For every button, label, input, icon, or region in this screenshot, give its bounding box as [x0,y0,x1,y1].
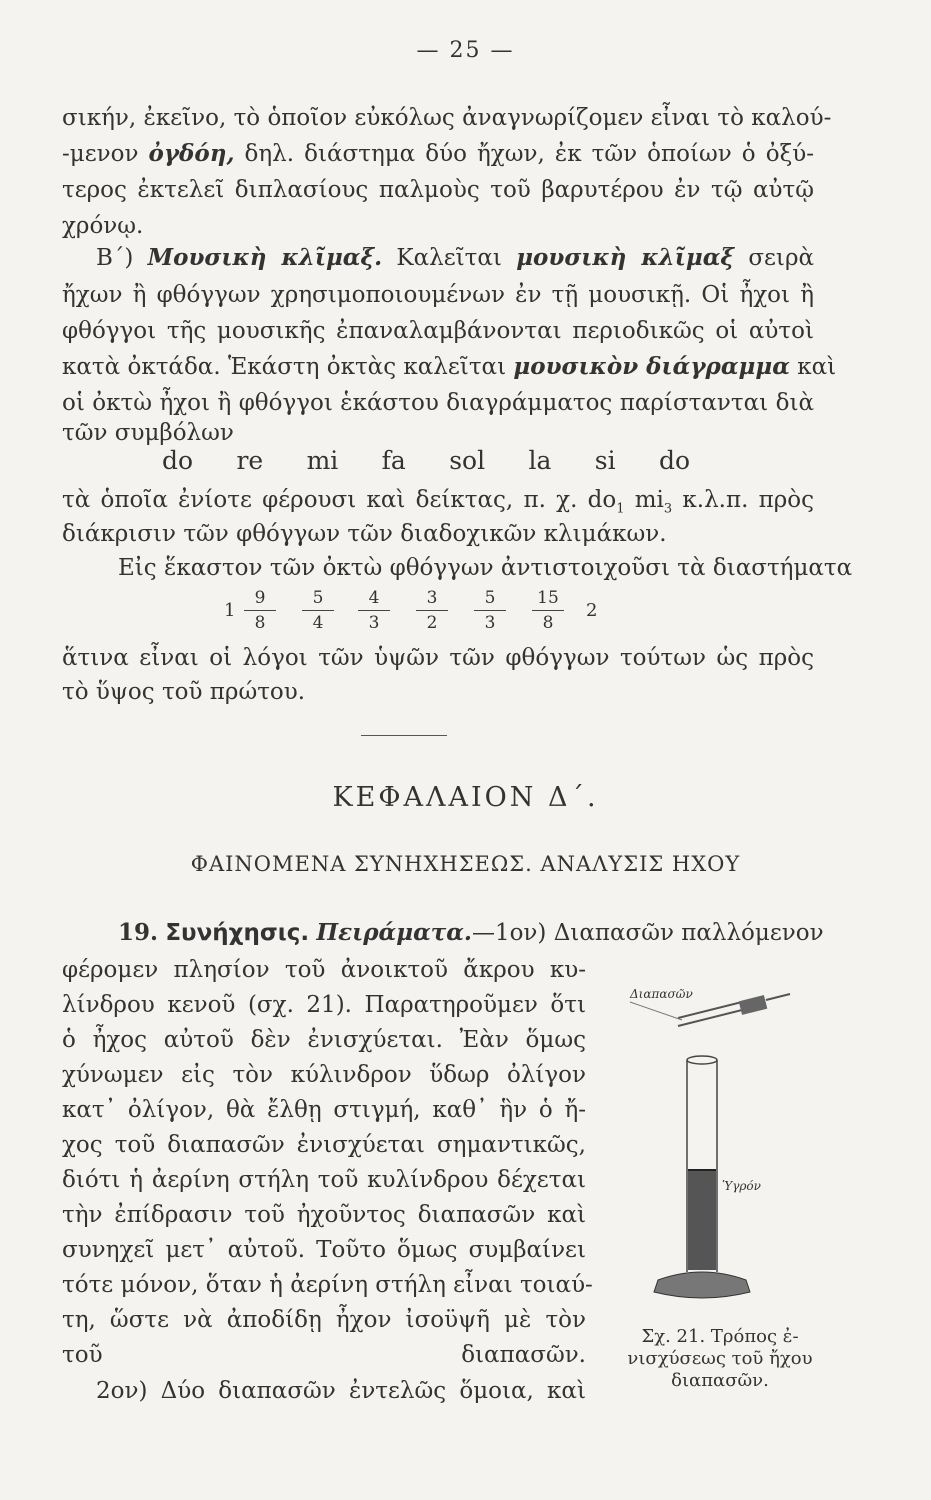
figure-label-water: Ὑγρόν [722,1179,761,1193]
text-line: χος τοῦ διαπασῶν ἐνισχύεται σημαντικῶς, [62,1132,586,1158]
figure-21-illustration [612,980,827,1310]
text-line: φθόγγοι τῆς μουσικῆς ἐπαναλαμβάνονται περιοδικῶς οἱ αὐτοὶ [62,318,814,344]
figure-label-fork: Διαπασῶν [630,987,693,1001]
term-mousiki-klimax: μουσικὴ κλῖμαξ [516,244,735,271]
text-line: -μενον ὀγδόη, δηλ. διάστημα δύο ἤχων, ἐκ τῶν ὁποίων ὁ ὀξύ- [62,140,814,167]
figure-caption-line: νισχύσεως τοῦ ἤχου [627,1348,813,1369]
page-number: — 25 — [416,38,515,63]
note-symbol: la [528,446,552,475]
text-line: διότι ἡ ἀερίνη στήλη τοῦ κυλίνδρου δέχεται [62,1167,586,1193]
text-line: συνηχεῖ μετ᾽ αὐτοῦ. Τοῦτο ὅμως συμβαίνει [62,1237,586,1263]
text-line: τερος ἐκτελεῖ διπλασίους παλμοὺς τοῦ βαρυτέρου ἐν τῷ αὐτῷ [62,177,814,203]
text-line: λίνδρου κενοῦ (σχ. 21). Παρατηροῦμεν ὅτι [62,992,586,1018]
ratio-fraction: 15 8 [530,588,566,633]
text-line: τοῦ διαπασῶν. [62,1342,586,1368]
note-symbol: do [658,446,690,475]
term-diagramma: μουσικὸν διάγραμμα [513,353,790,380]
figure-caption-line: διαπασῶν. [671,1370,769,1391]
note-symbol: fa [381,446,406,475]
chapter-title: ΚΕΦΑΛΑΙΟΝ Δ΄. [332,782,599,813]
text-line: τῶν συμβόλων [62,420,234,446]
text-line: φέρομεν πλησίον τοῦ ἀνοικτοῦ ἄκρου κυ- [62,957,586,983]
cylinder-icon [654,1056,750,1298]
term-ogdoi: ὀγδόη, [148,140,235,167]
text-line: τότε μόνον, ὅταν ἡ ἀερίνη στήλη εἶναι τοιαύ- [62,1272,593,1298]
ratio-fraction: 5 3 [472,588,508,633]
chapter-subtitle: ΦΑΙΝΟΜΕΝΑ ΣΥΝΗΧΗΣΕΩΣ. ΑΝΑΛΥΣΙΣ ΗΧΟΥ [190,852,741,876]
section-b-title: Μουσικὴ κλῖμαξ. [147,244,383,271]
paragraph-title: Συνήχησις. [165,920,310,946]
text-line: διάκρισιν τῶν φθόγγων τῶν διαδοχικῶν κλιμάκων. [62,521,667,547]
note-symbol: re [236,446,264,475]
text-line: 2ον) Δύο διαπασῶν ἐντελῶς ὅμοια, καὶ [96,1378,586,1404]
text-line: ἤχων ἢ φθόγγων χρησιμοποιουμένων ἐν τῇ μουσικῇ. Οἱ ἦχοι ἢ [62,282,814,308]
text-line: χρόνῳ. [62,213,144,239]
text-line: τη, ὥστε νὰ ἀποδίδῃ ἦχον ἰσοϋψῆ μὲ τὸν [62,1307,586,1333]
text-line: τὸ ὕψος τοῦ πρώτου. [62,679,306,705]
text-line: χύνωμεν εἰς τὸν κύλινδρον ὕδωρ ὀλίγον [62,1062,586,1088]
paragraph-subtitle: Πειράματα. [316,919,472,946]
note-symbol: si [594,446,616,475]
text-line: σικήν, ἐκεῖνο, τὸ ὁποῖον εὐκόλως ἀναγνωρίζομεν εἶναι τὸ καλού- [62,105,832,131]
text-line: τὰ ὁποῖα ἐνίοτε φέρουσι καὶ δείκτας, π. χ. $do_1$ $mi_3$ κ.λ.π. πρὸς [62,487,814,517]
text-line: τὴν ἐπίδρασιν τοῦ ἠχοῦντος διαπασῶν καὶ [62,1202,586,1228]
figure-caption-line: Σχ. 21. Τρόπος ἐ- [641,1326,799,1347]
text-line: Εἰς ἕκαστον τῶν ὀκτὼ φθόγγων ἀντιστοιχοῦσι τὰ διαστήματα [118,555,853,581]
text-line: ὁ ἦχος αὐτοῦ δὲν ἐνισχύεται. Ἐὰν ὅμως [62,1027,586,1053]
text-line: οἱ ὀκτὼ ἦχοι ἢ φθόγγοι ἑκάστου διαγράμματος παρίστανται διὰ [62,390,814,416]
section-b-heading: Β΄) Μουσικὴ κλῖμαξ. Καλεῖται μουσικὴ κλῖμαξ σειρὰ [96,244,815,271]
section-divider [361,735,447,736]
text-line: κατ᾽ ὀλίγον, θὰ ἔλθῃ στιγμή, καθ᾽ ἣν ὁ ἤ- [62,1097,586,1123]
note-symbol: mi [306,446,339,475]
ratio-fraction: 5 4 [300,588,336,633]
ratio-fraction: 4 3 [356,588,392,633]
note-symbols [162,446,690,475]
paragraph-number: 19. [118,919,159,946]
text-line: κατὰ ὀκτάδα. Ἑκάστη ὀκτὰς καλεῖται μουσικὸν διάγραμμα καὶ [62,353,837,380]
interval-ratios [224,588,604,638]
ratio-fraction: 9 8 [242,588,278,633]
note-symbol: do [162,446,194,475]
text-line: ἅτινα εἶναι οἱ λόγοι τῶν ὑψῶν τῶν φθόγγων τούτων ὡς πρὸς [62,645,814,671]
ratio-first: 1 [224,600,236,621]
ratio-fraction: 3 2 [414,588,450,633]
paragraph-19-heading: 19. Συνήχησις. Πειράματα.—1ον) Διαπασῶν παλλόμενον [118,919,824,946]
ratio-last: 2 [586,600,598,621]
note-symbol: sol [449,446,486,475]
